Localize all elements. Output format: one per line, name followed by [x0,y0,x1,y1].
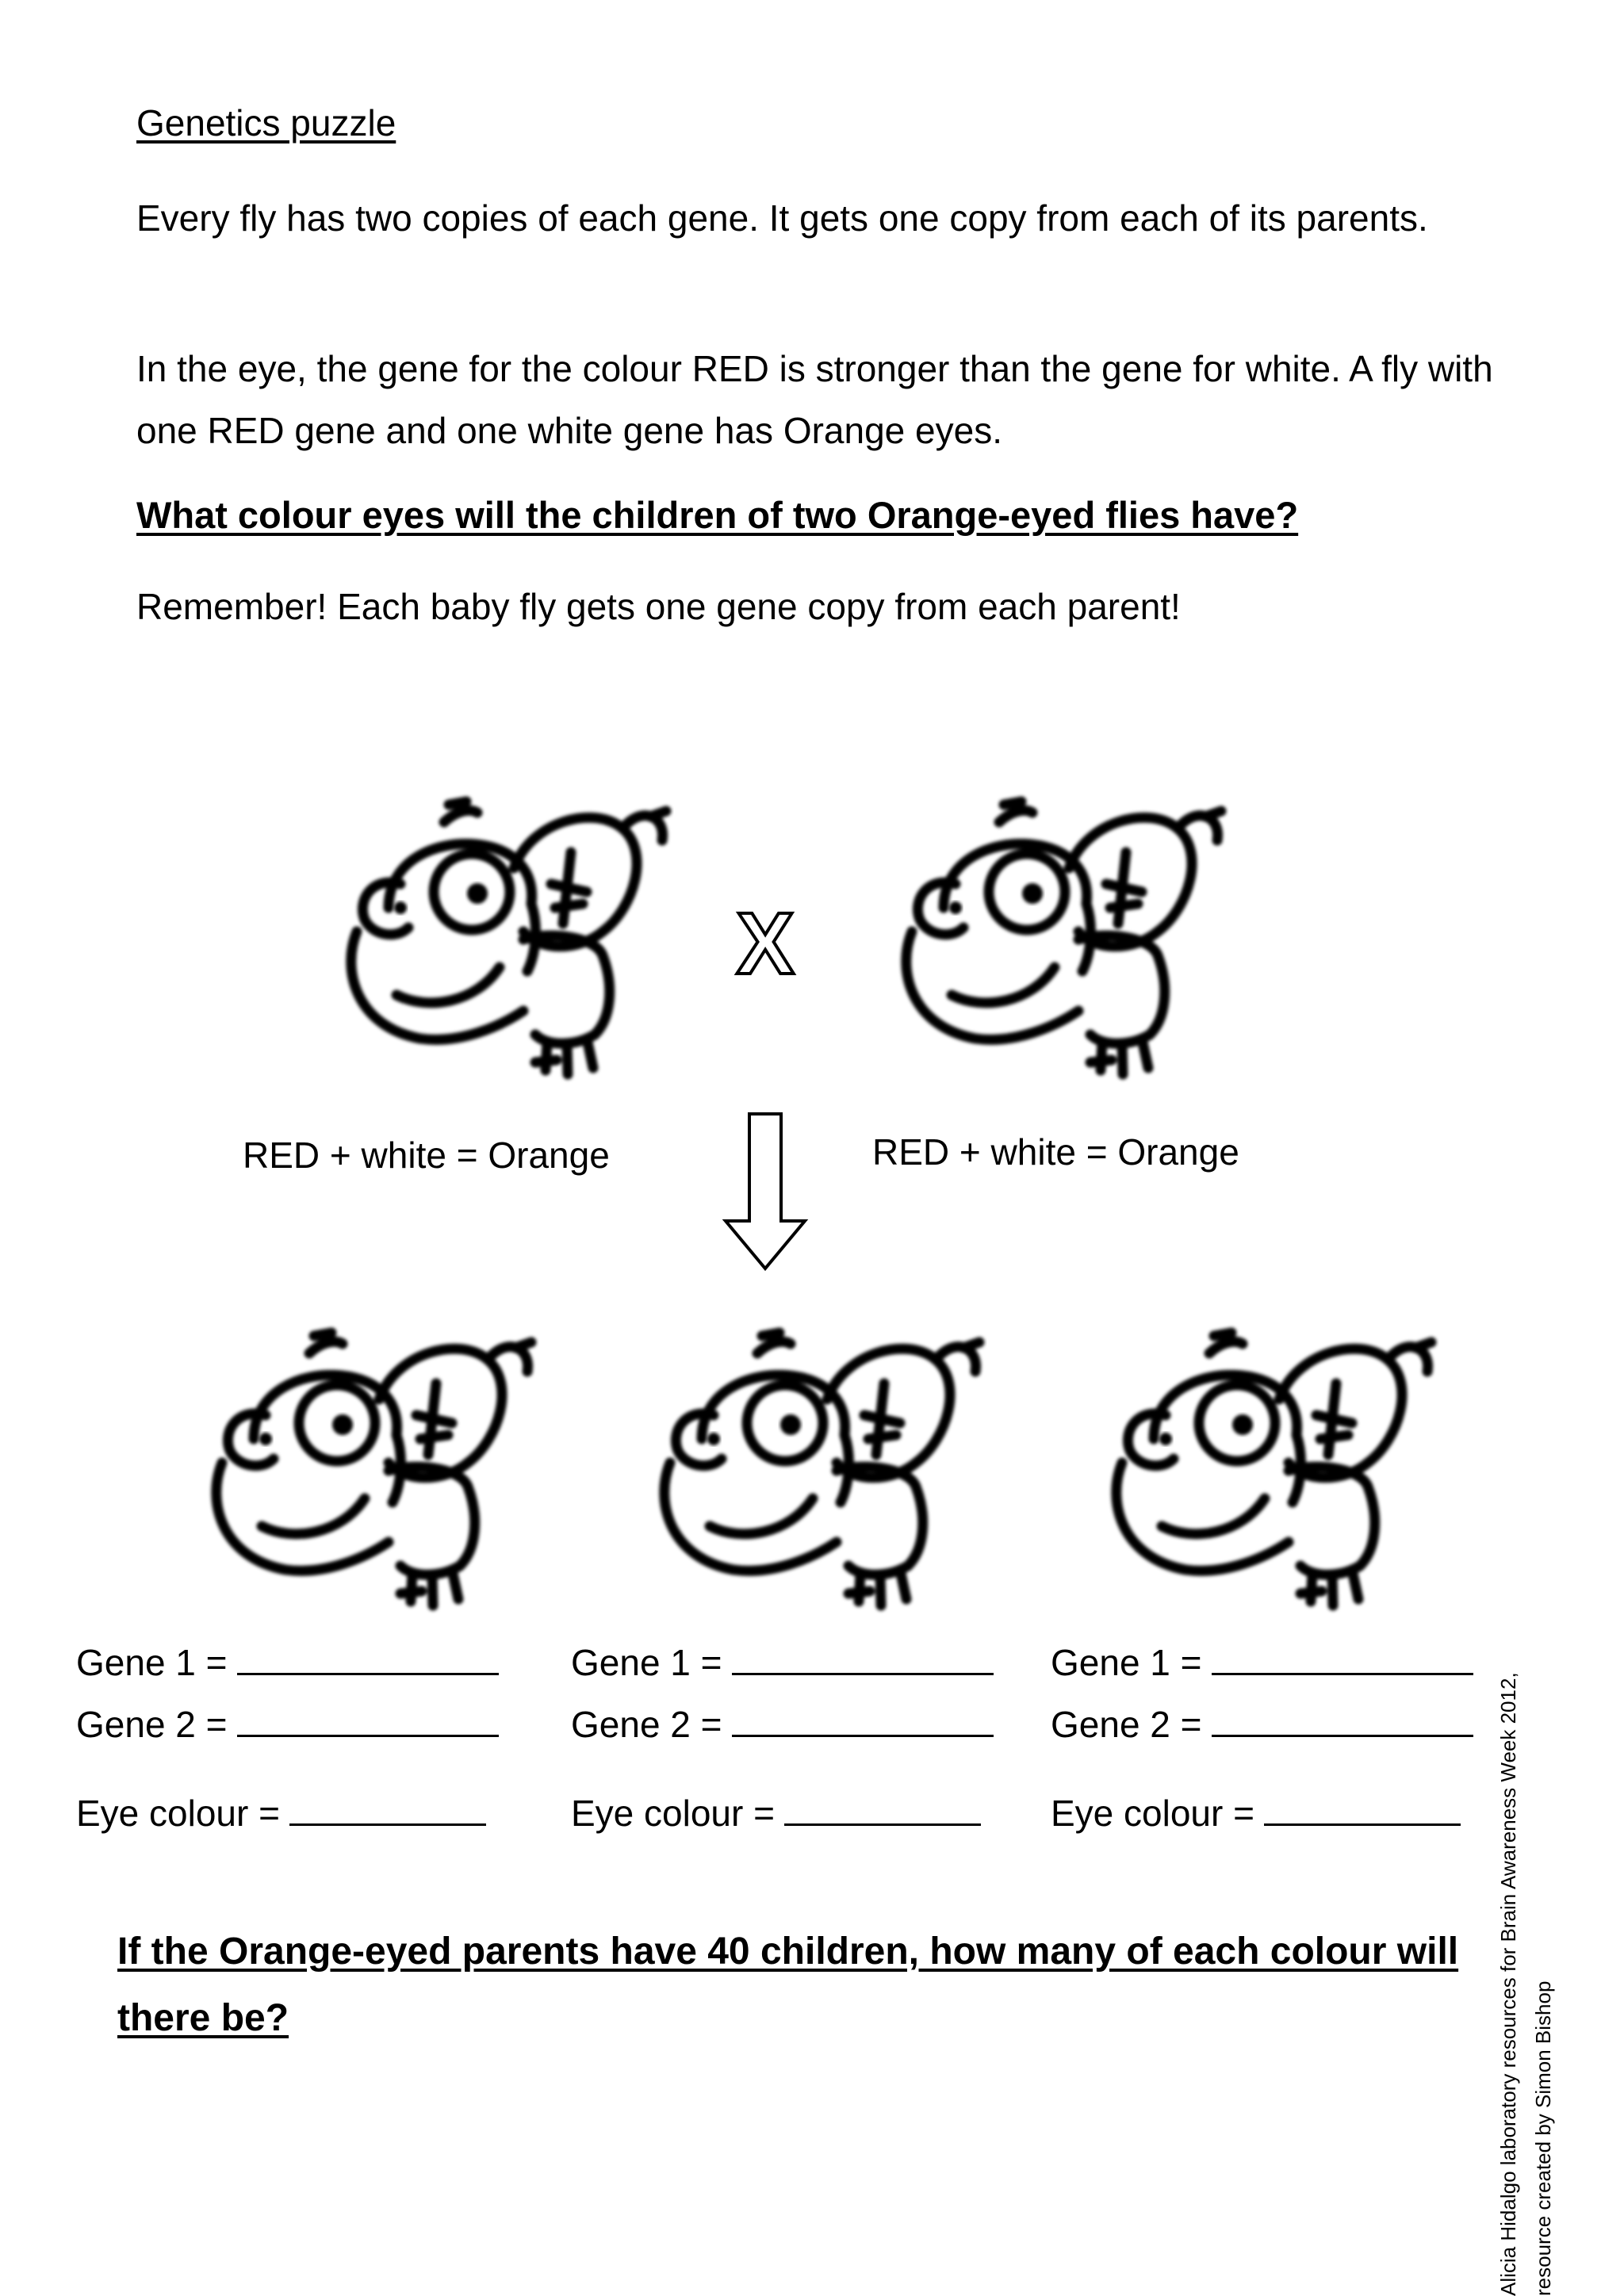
eye-colour-label: Eye colour = [76,1793,280,1834]
question-2: If the Orange-eyed parents have 40 children, how many of each colour will there be? [117,1931,1459,2039]
credit-line-2: resource created by Simon Bishop [1531,1980,1555,2296]
gene2-label: Gene 2 = [571,1704,722,1745]
gene1-label: Gene 1 = [76,1642,228,1683]
down-arrow-icon [722,1110,809,1276]
parent-fly-left [262,773,674,1090]
child-fly-2 [575,1304,987,1621]
gene1-label: Gene 1 = [571,1642,722,1683]
child-1-eye-row [76,1792,486,1835]
cross-symbol-icon [726,904,805,983]
gene1-blank[interactable] [237,1649,499,1675]
child-3-gene2-row [1051,1703,1473,1746]
gene2-label: Gene 2 = [1051,1704,1202,1745]
gene2-blank[interactable] [237,1711,499,1737]
child-1-gene2-row [76,1703,499,1746]
parent-left-genotype-label: RED + white = Orange [243,1135,610,1176]
question-1: What colour eyes will the children of two Orange-eyed flies have? [136,494,1299,536]
child-fly-1 [127,1304,539,1621]
gene1-blank[interactable] [732,1649,994,1675]
gene1-blank[interactable] [1212,1649,1473,1675]
parent-fly-right [817,773,1229,1090]
intro-paragraph-2: In the eye, the gene for the colour RED is stronger than the gene for white. A fly with one RED gene and one white gene has Orange eyes. [136,348,1493,451]
parent-right-genotype-label: RED + white = Orange [872,1131,1239,1173]
child-2-gene1-row [571,1641,994,1684]
gene2-label: Gene 2 = [76,1704,228,1745]
child-3-eye-row [1051,1792,1461,1835]
child-1-gene1-row [76,1641,499,1684]
page-title: Genetics puzzle [136,102,396,144]
reminder-text: Remember! Each baby fly gets one gene copy from each parent! [136,586,1181,627]
eye-colour-blank[interactable] [784,1800,981,1826]
eye-colour-label: Eye colour = [571,1793,775,1834]
eye-colour-blank[interactable] [289,1800,486,1826]
child-2-eye-row [571,1792,981,1835]
gene1-label: Gene 1 = [1051,1642,1202,1683]
child-2-gene2-row [571,1703,994,1746]
credit-note [1491,1582,1561,2296]
eye-colour-blank[interactable] [1264,1800,1461,1826]
intro-paragraph-1: Every fly has two copies of each gene. It gets one copy from each of its parents. [136,197,1428,239]
gene2-blank[interactable] [1212,1711,1473,1737]
child-fly-3 [1027,1304,1439,1621]
gene2-blank[interactable] [732,1711,994,1737]
credit-line-1: Alicia Hidalgo laboratory resources for Brain Awareness Week 2012, [1496,1672,1520,2296]
child-3-gene1-row [1051,1641,1473,1684]
eye-colour-label: Eye colour = [1051,1793,1254,1834]
svg-text:X: X [736,904,795,983]
